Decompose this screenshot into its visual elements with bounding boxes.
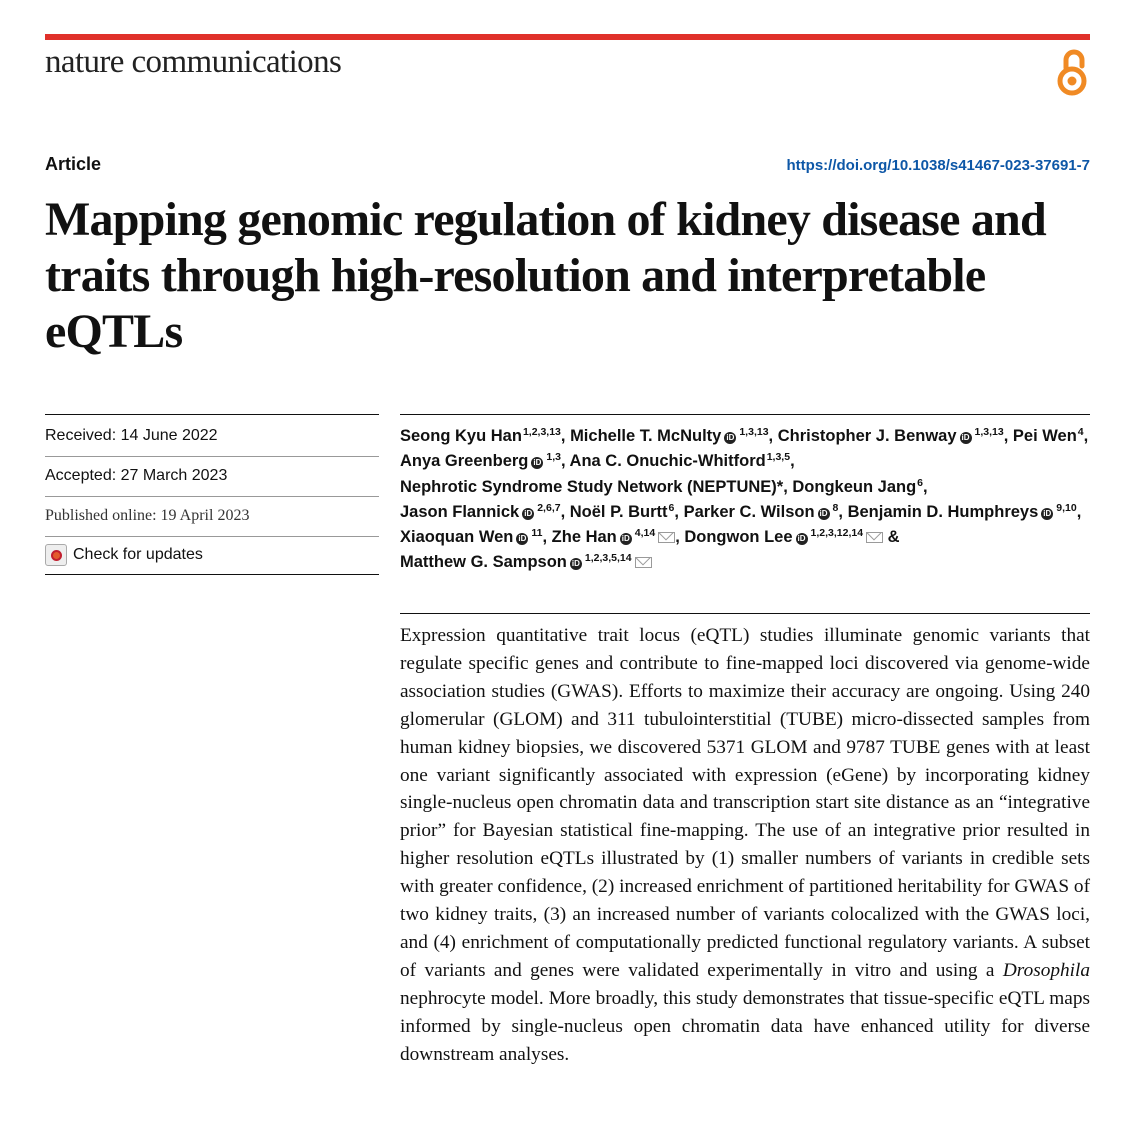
orcid-icon[interactable]: iD xyxy=(518,534,527,544)
author-name[interactable]: Jason Flannick xyxy=(400,502,520,521)
check-for-updates[interactable] xyxy=(45,544,203,566)
orcid-icon[interactable]: iD xyxy=(1043,508,1052,518)
author-name[interactable]: Anya Greenberg xyxy=(400,452,529,471)
orcid-icon[interactable]: iD xyxy=(533,458,542,468)
author-name[interactable]: Zhe Han xyxy=(551,528,617,547)
author xyxy=(400,503,561,521)
author-name[interactable]: Dongkeun Jang xyxy=(792,477,917,496)
affiliation-numbers: 1,2,3,5,14 xyxy=(584,552,632,565)
orcid-icon[interactable]: iD xyxy=(819,508,828,518)
author-name[interactable]: Parker C. Wilson xyxy=(683,502,815,521)
journal-accent-bar xyxy=(45,34,1090,40)
author-name[interactable]: Ana C. Onuchic-Whitford xyxy=(569,452,766,471)
doi-link[interactable]: https://doi.org/10.1038/s41467-023-37691-7 xyxy=(786,157,1090,174)
author-separator: , xyxy=(674,502,684,521)
author-separator: , xyxy=(560,427,571,445)
affiliation-numbers: 9,10 xyxy=(1056,501,1077,514)
received-date: Received: 14 June 2022 xyxy=(45,427,218,444)
author xyxy=(778,427,1004,445)
author-separator: , xyxy=(1003,427,1013,445)
abstract-text: Expression quantitative trait locus (eQTL) studies illuminate genomic variants that regulate specific genes and contribute to fine-mapped loci discovered via genome-wide association studies (GWAS). Efforts to maximize their accuracy are ongoing. Using 240 glomerular (GLOM) and 311 tubulointerstitial (TUBE) micro-dissected samples from human kidney biopsies, we discovered 5371 GLOM and 9787 TUBE genes with at least one variant significantly associated with expression (eGene) by incorporating kidney single-nucleus open chromatin data and transcription start site distance as an “integrative prior” for Bayesian statistical fine-mapping. The use of an integrative prior resulted in higher resolution eQTLs illustrated by (1) smaller numbers of variants in credible sets with greater confidence, (2) increased enrichment of partitioned heritability for GWAS of two kidney traits, (3) an increased number of variants colocalized with the GWAS loci, and (4) enrichment of computationally predicted functional regulatory variants. A subset of variants and genes were validated experimentally in vitro and using a xyxy=(400,625,1090,981)
author xyxy=(792,478,923,496)
author xyxy=(400,478,783,496)
author-separator: , xyxy=(1083,427,1089,445)
orcid-icon[interactable]: iD xyxy=(571,559,580,569)
meta-divider xyxy=(45,496,379,497)
author-separator: , xyxy=(768,427,778,445)
author xyxy=(570,503,675,521)
meta-divider xyxy=(45,536,379,537)
author-name[interactable]: Matthew G. Sampson xyxy=(400,553,567,572)
journal-name[interactable]: nature communications xyxy=(45,44,342,80)
orcid-icon[interactable]: iD xyxy=(621,534,630,544)
author-separator: , xyxy=(923,477,928,496)
author xyxy=(400,553,652,571)
abstract-text-end: nephrocyte model. More broadly, this study demonstrates that tissue-specific eQTL maps informed by single-nucleus open chromatin data have enhanced utility for diverse downstream analyses. xyxy=(400,987,1090,1065)
author xyxy=(552,528,676,546)
affiliation-numbers: 4,14 xyxy=(634,527,656,540)
author-list xyxy=(400,424,1090,576)
affiliation-numbers: 8 xyxy=(832,501,839,514)
affiliation-numbers: 1,2,3,13 xyxy=(522,426,561,438)
abstract xyxy=(400,622,1090,1069)
affiliation-numbers: 1,3,13 xyxy=(739,426,769,438)
affiliation-numbers: 6 xyxy=(917,476,923,489)
meta-rule-bottom xyxy=(45,574,379,575)
affiliation-numbers: 1,2,3,12,14 xyxy=(810,527,864,540)
abstract-italic-term: Drosophila xyxy=(1002,959,1090,981)
author xyxy=(400,452,561,470)
author-name[interactable]: Dongwon Lee xyxy=(684,528,793,547)
author-name[interactable]: Seong Kyu Han xyxy=(400,427,522,445)
published-date: Published online: 19 April 2023 xyxy=(45,507,250,524)
mail-icon[interactable] xyxy=(866,532,883,543)
author-separator: , xyxy=(783,477,793,496)
orcid-icon[interactable]: iD xyxy=(726,433,735,442)
author xyxy=(400,427,561,445)
abstract-rule xyxy=(400,613,1090,614)
author-separator: & xyxy=(883,528,900,547)
author-separator: , xyxy=(560,452,570,471)
orcid-icon[interactable]: iD xyxy=(797,534,806,544)
affiliation-numbers: 1,3 xyxy=(546,451,561,464)
author-separator: , xyxy=(675,528,685,547)
author-name[interactable]: Nephrotic Syndrome Study Network (NEPTUNE)* xyxy=(400,477,784,496)
author xyxy=(684,528,883,546)
author xyxy=(684,503,839,521)
check-for-updates-label: Check for updates xyxy=(73,546,203,563)
check-for-updates-icon xyxy=(45,544,67,566)
orcid-icon[interactable]: iD xyxy=(524,508,533,518)
meta-rule-top xyxy=(45,414,379,415)
author-separator: , xyxy=(542,528,552,547)
author-separator: , xyxy=(790,452,795,471)
author-name[interactable]: Christopher J. Benway xyxy=(777,427,957,445)
author xyxy=(570,452,791,470)
affiliation-numbers: 1,3,13 xyxy=(974,426,1004,438)
author-name[interactable]: Michelle T. McNulty xyxy=(570,427,722,445)
author xyxy=(848,503,1077,521)
author-separator: , xyxy=(560,502,570,521)
author xyxy=(570,427,768,445)
article-type: Article xyxy=(45,154,102,174)
meta-divider xyxy=(45,456,379,457)
mail-icon[interactable] xyxy=(635,557,652,568)
author-name[interactable]: Benjamin D. Humphreys xyxy=(847,502,1039,521)
mail-icon[interactable] xyxy=(658,532,675,543)
open-access-icon[interactable] xyxy=(1054,46,1090,98)
authors-rule-top xyxy=(400,414,1090,415)
author xyxy=(400,528,542,546)
affiliation-numbers: 6 xyxy=(668,501,675,514)
author-name[interactable]: Xiaoquan Wen xyxy=(400,528,514,547)
article-title: Mapping genomic regulation of kidney disease and traits through high-resolution and interpretable eQTLs xyxy=(45,193,1046,358)
affiliation-numbers: 11 xyxy=(531,527,543,540)
author xyxy=(1013,427,1084,445)
affiliation-numbers: 1,3,5 xyxy=(766,451,791,464)
accepted-date: Accepted: 27 March 2023 xyxy=(45,467,228,484)
orcid-icon[interactable]: iD xyxy=(961,433,970,442)
author-separator: , xyxy=(1076,502,1082,521)
affiliation-numbers: 2,6,7 xyxy=(537,501,561,514)
affiliation-numbers: 4 xyxy=(1077,426,1084,438)
author-name[interactable]: Noël P. Burtt xyxy=(569,502,668,521)
author-separator: , xyxy=(838,502,848,521)
author-name[interactable]: Pei Wen xyxy=(1012,427,1077,445)
